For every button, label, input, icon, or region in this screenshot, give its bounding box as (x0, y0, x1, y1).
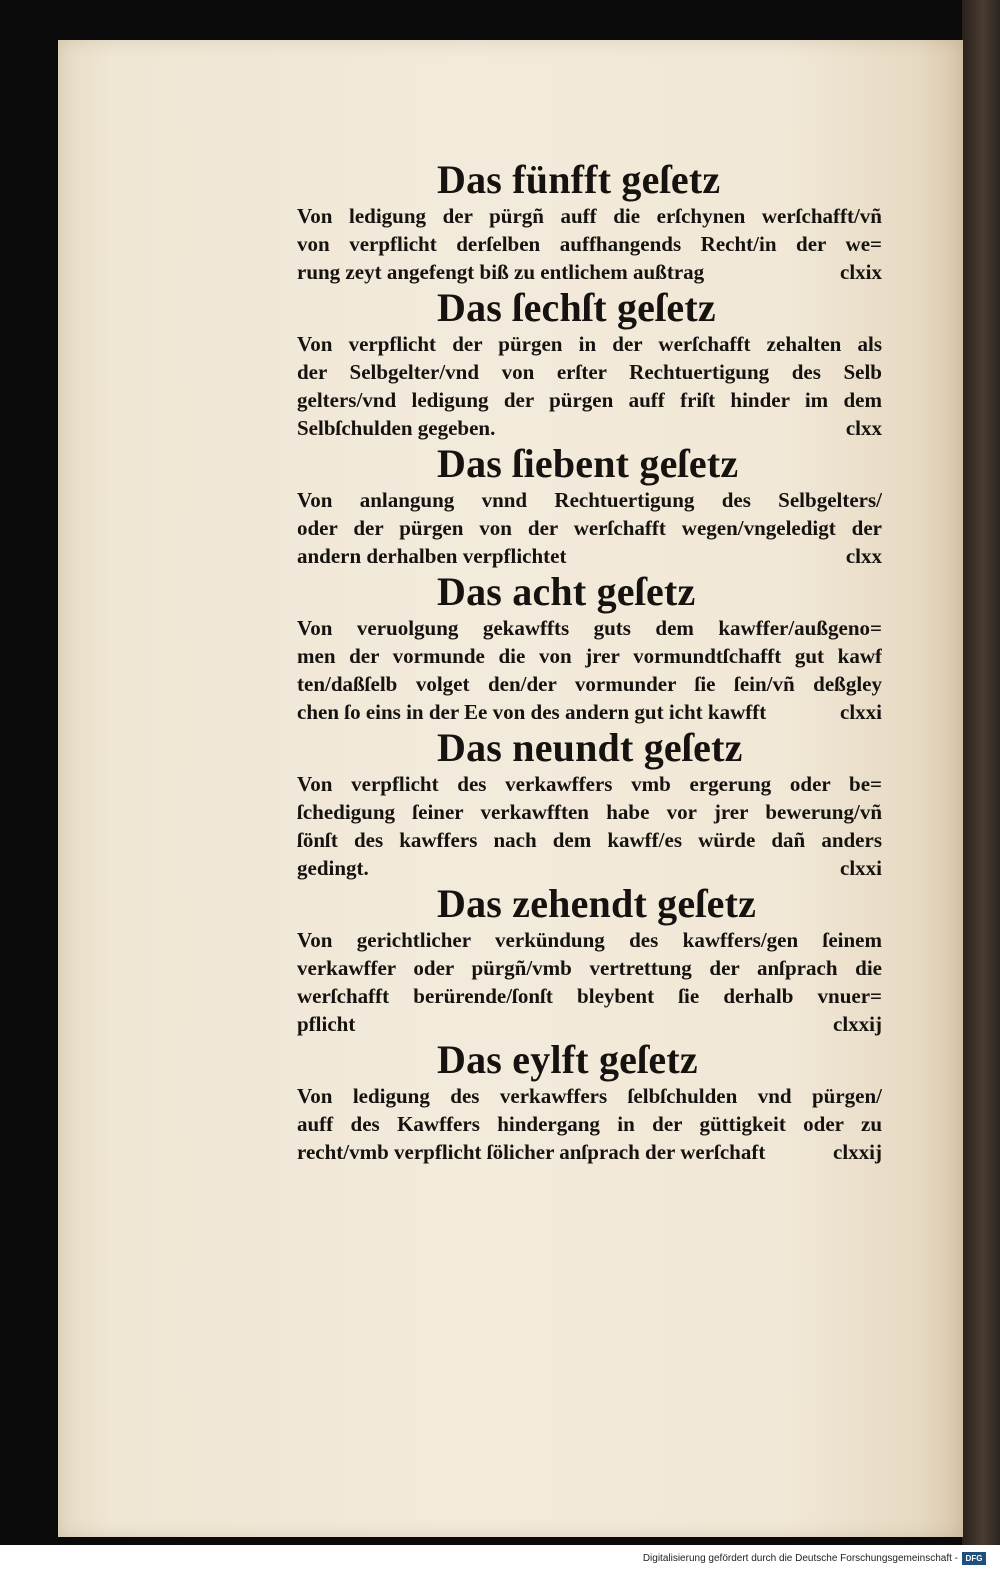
text-line: Von verpflicht des verkawffers vmb ergerung oder be= (297, 772, 882, 796)
section-heading: Das eylft geſetz (437, 1037, 698, 1082)
section-heading: Das ſechſt geſetz (437, 285, 716, 330)
section-heading: Das neundt geſetz (437, 725, 743, 770)
text-line: Von gerichtlicher verkündung des kawffers/gen ſeinem (297, 928, 882, 952)
section-acht-gesetz (297, 570, 882, 726)
text-line: men der vormunde die von jrer vormundtſchafft gut kawf (297, 644, 882, 668)
folio-reference: clxix (840, 260, 882, 284)
section-eylft-gesetz (297, 1038, 882, 1166)
dfg-logo: DFG (962, 1552, 986, 1565)
text-line: von verpflicht derſelben auffhangends Recht/in der we= (297, 232, 882, 256)
folio-reference: clxxij (833, 1012, 882, 1036)
section-fuenfft-gesetz (297, 158, 882, 286)
text-line: Selbſchulden gegeben. (297, 416, 496, 440)
folio-reference: clxxi (840, 700, 882, 724)
text-line-with-folio (297, 414, 882, 442)
text-line: Von ledigung des verkawffers ſelbſchulden vnd pürgen/ (297, 1084, 882, 1108)
section-neundt-gesetz (297, 726, 882, 882)
folio-reference: clxx (845, 416, 882, 440)
section-siebent-gesetz (297, 442, 882, 570)
section-heading: Das fünfft geſetz (437, 157, 721, 202)
table-of-contents-block (297, 158, 882, 1166)
section-heading: Das acht geſetz (437, 569, 696, 614)
section-zehendt-gesetz (297, 882, 882, 1038)
text-line: oder der pürgen von der werſchafft wegen/vngeledigt der (297, 516, 882, 540)
text-line: auff des Kawffers hindergang in der güttigkeit oder zu (297, 1112, 882, 1136)
book-page (58, 40, 963, 1537)
text-line: Von veruolgung gekawffts guts dem kawffer/außgeno= (297, 616, 882, 640)
text-line-with-folio (297, 542, 882, 570)
text-line: Von anlangung vnnd Rechtuertigung des Selbgelters/ (297, 488, 882, 512)
text-line: Von ledigung der pürgñ auff die erſchynen werſchafft/vñ (297, 204, 882, 228)
text-line-with-folio (297, 1138, 882, 1166)
text-line: ſchedigung ſeiner verkawfften habe vor jrer bewerung/vñ (297, 800, 882, 824)
text-line-with-folio (297, 258, 882, 286)
text-line: ten/daßſelb volget den/der vormunder ſie ſein/vñ deßgley (297, 672, 882, 696)
text-line: chen ſo eins in der Ee von des andern gut icht kawfft (297, 700, 767, 724)
text-line-with-folio (297, 698, 882, 726)
folio-reference: clxx (845, 544, 882, 568)
folio-reference: clxxij (833, 1140, 882, 1164)
text-line: werſchafft berürende/ſonſt bleybent ſie derhalb vnuer= (297, 984, 882, 1008)
digitization-footer (0, 1545, 1000, 1578)
text-line: verkawffer oder pürgñ/vmb vertrettung der anſprach die (297, 956, 882, 980)
text-line-with-folio (297, 854, 882, 882)
text-line: pflicht (297, 1012, 356, 1036)
text-line-with-folio (297, 1010, 882, 1038)
book-binding-edge (962, 0, 1000, 1545)
text-line: gedingt. (297, 856, 369, 880)
text-line: Von verpflicht der pürgen in der werſchafft zehalten als (297, 332, 882, 356)
text-line: recht/vmb verpflicht ſölicher anſprach der werſchaft (297, 1140, 766, 1164)
text-line: rung zeyt angefengt biß zu entlichem außtrag (297, 260, 705, 284)
text-line: der Selbgelter/vnd von erſter Rechtuertigung des Selb (297, 360, 882, 384)
text-line: ſönſt des kawffers nach dem kawff/es würde dañ anders (297, 828, 882, 852)
text-line: gelters/vnd ledigung der pürgen auff friſt hinder im dem (297, 388, 882, 412)
section-heading: Das ſiebent geſetz (437, 441, 739, 486)
section-heading: Das zehendt geſetz (437, 881, 757, 926)
text-line: andern derhalben verpflichtet (297, 544, 567, 568)
section-sechst-gesetz (297, 286, 882, 442)
funding-notice: Digitalisierung gefördert durch die Deutsche Forschungsgemeinschaft - (642, 1553, 958, 1564)
folio-reference: clxxi (840, 856, 882, 880)
